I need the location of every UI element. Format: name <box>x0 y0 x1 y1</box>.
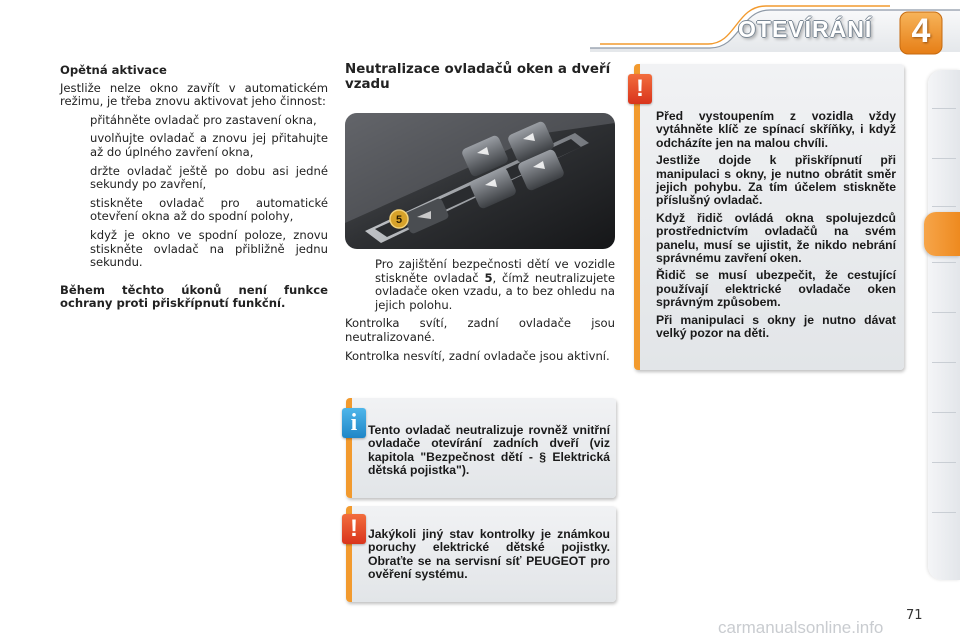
chapter-number: 4 <box>911 12 931 50</box>
warning-box-safety <box>634 64 904 370</box>
warning-paragraph: Jestliže dojde k přiskřípnutí při manipulaci s okny, je nutno obrátit směr jejich pohybu. Za tím účelem stiskněte příslušný ovladač. <box>656 153 896 208</box>
left-column <box>60 64 328 311</box>
tab-divider <box>932 262 956 263</box>
warning-paragraph: Řidič se musí ubezpečit, že cestující používají elektrické ovladače oken správným způsobem. <box>656 268 896 310</box>
info-icon: i <box>342 408 366 438</box>
reactivation-heading: Opětná aktivace <box>60 63 167 77</box>
warning-icon: ! <box>342 514 366 544</box>
indicator-off-text: Kontrolka nesvítí, zadní ovladače jsou aktivní. <box>345 348 610 363</box>
warning-icon: ! <box>628 74 652 104</box>
list-item: Pro zajištění bezpečnosti dětí ve vozidle stiskněte ovladač 5, čímž neutralizujete ovladače oken vzadu, a to bez ohledu na jejich polohu. <box>375 257 615 312</box>
tab-divider <box>932 312 956 313</box>
warning-box-malfunction <box>346 506 616 602</box>
warning-paragraph: Před vystoupením z vozidla vždy vytáhněte klíč ze spínací skříňky, i když odcházíte jen na malou chvíli. <box>656 109 896 150</box>
tab-divider <box>932 158 956 159</box>
pinch-protection-warning: Během těchto úkonů není funkce ochrany proti přiskřípnutí funkční. <box>60 282 328 311</box>
page-number: 71 <box>906 608 923 623</box>
list-item: přitáhněte ovladač pro zastavení okna, <box>90 112 317 127</box>
reactivation-steps <box>60 114 328 270</box>
chapter-tabs <box>928 70 960 580</box>
indicator-on-text: Kontrolka svítí, zadní ovladače jsou neutralizované. <box>345 316 615 344</box>
section-title: Neutralizace ovladačů oken a dveří vzadu <box>345 62 611 92</box>
tab-divider <box>932 412 956 413</box>
list-item: když je okno ve spodní poloze, znovu stiskněte ovladač na přibližně jednu sekundu. <box>90 227 328 270</box>
info-text: Tento ovladač neutralizuje rovněž vnitřní ovladače otevírání zadních dveří (viz kapitola "Bezpečnost dětí - § Elektrická dětská pojistka"). <box>368 423 610 478</box>
chapter-tab-active[interactable] <box>924 212 960 256</box>
tab-divider <box>932 206 956 207</box>
tab-divider <box>932 108 956 109</box>
reactivation-intro: Jestliže nelze okno zavřít v automatickém režimu, je třeba znovu aktivovat jeho činnost: <box>60 80 328 109</box>
warning-paragraph: Při manipulaci s okny je nutno dávat velký pozor na děti. <box>656 312 896 341</box>
malfunction-text: Jakýkoli jiný stav kontrolky je známkou poruchy elektrické dětské pojistky. Obraťte se na servisní síť PEUGEOT pro ověření systému. <box>368 527 610 582</box>
list-item: držte ovladač ještě po dobu asi jedné sekundy po zavření, <box>90 163 328 192</box>
tab-divider <box>932 512 956 513</box>
list-item: stiskněte ovladač pro automatické otevření okna až do spodní polohy, <box>90 195 328 224</box>
watermark: carmanualsonline.info <box>718 618 884 637</box>
warning-paragraph: Když řidič ovládá okna spolujezdců prostřednictvím ovladačů na svém panelu, musí se ujistit, že nikdo nebrání správnému zavření oken. <box>656 210 896 266</box>
info-box-child-lock <box>346 398 616 498</box>
tab-divider <box>932 362 956 363</box>
list-item: uvolňujte ovladač a znovu jej přitahujte až do úplného zavření okna, <box>90 131 328 159</box>
photo-callout-5: 5 <box>395 214 403 226</box>
neutralization-text <box>345 258 615 368</box>
window-switch-panel-photo <box>345 113 615 249</box>
tab-divider <box>932 462 956 463</box>
chapter-title: OTEVÍRÁNÍ <box>738 16 873 42</box>
